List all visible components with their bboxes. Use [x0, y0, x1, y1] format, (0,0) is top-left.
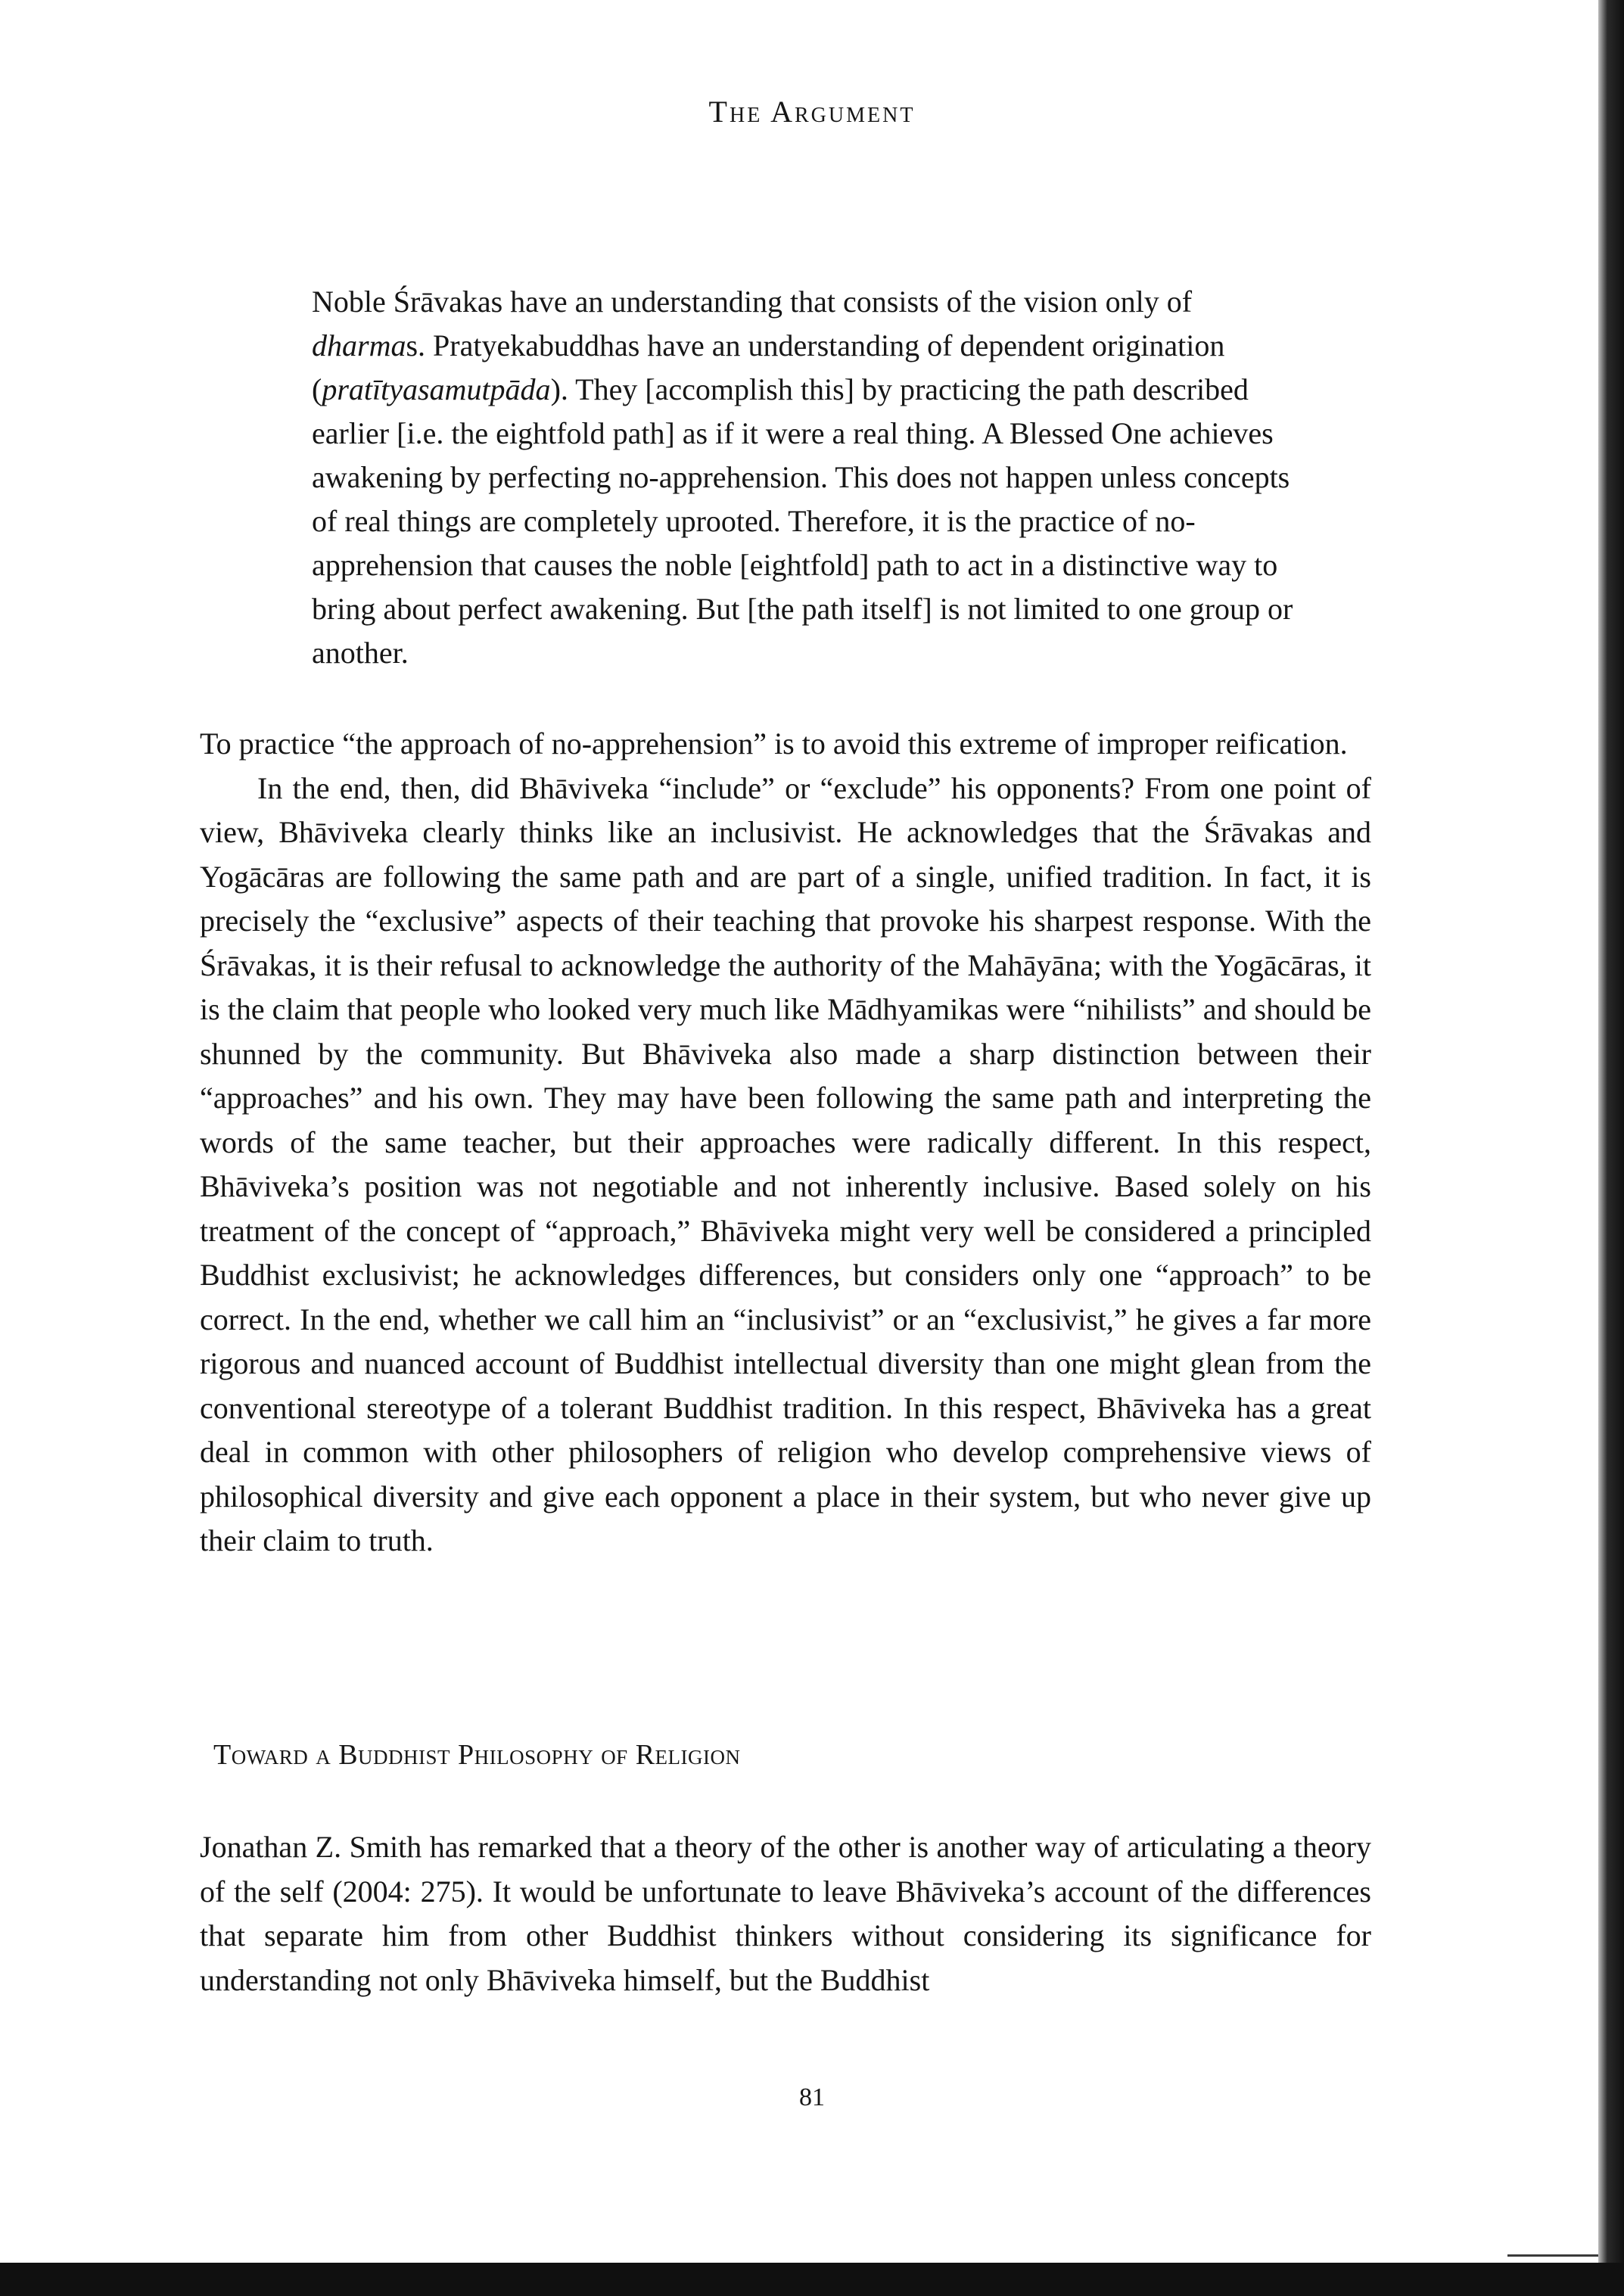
section-paragraph: Jonathan Z. Smith has remarked that a theory of the other is another way of articulating a theory of the self (2004: 275). It would be unfortunate to leave Bhāviveka’s account of the differences that separate him from other Buddhist thinkers without considering its significance for understanding not only Bhāviveka himself, but the Buddhist	[200, 1830, 1371, 1997]
quote-italic-dharma: dharma	[312, 328, 406, 362]
page-number: 81	[799, 2083, 825, 2111]
body-paragraph-1: To practice “the approach of no-apprehension” is to avoid this extreme of improper reification.	[200, 726, 1348, 761]
section-body-text	[200, 1825, 1371, 2002]
scan-edge-bottom	[0, 2263, 1624, 2296]
quote-text-2: s. Pratyekabuddhas have an understanding of dependent origination (	[312, 328, 1225, 406]
body-paragraph-2: In the end, then, did Bhāviveka “include” or “exclude” his opponents? From one point of view, Bhāviveka clearly thinks like an inclusivist. He acknowledges that the Śrāvakas and Yogācāras are following the same path and are part of a single, unified tradition. In fact, it is precisely the “exclusive” aspects of their teaching that provoke his sharpest response. With the Śrāvakas, it is their refusal to acknowledge the authority of the Mahāyāna; with the Yogācāras, it is the claim that people who looked very much like Mādhyamikas were “nihilists” and should be shunned by the community. But Bhāviveka also made a sharp distinction between their “approaches” and his own. They may have been following the same path and interpreting the words of the same teacher, but their approaches were radically different. In this respect, Bhāviveka’s position was not negotiable and not inherently inclusive. Based solely on his treatment of the concept of “approach,” Bhāviveka might very well be considered a principled Buddhist exclusivist; he acknowledges differences, but considers only one “approach” to be correct. In the end, whether we call him an “inclusivist” or an “exclusivist,” he gives a far more rigorous and nuanced account of Buddhist intellectual diversity than one might glean from the conventional stereotype of a tolerant Buddhist tradition. In this respect, Bhāviveka has a great deal in common with other philosophers of religion who develop comprehensive views of philosophical diversity and give each opponent a place in their system, but who never give up their claim to truth.	[200, 770, 1371, 1557]
running-head: The Argument	[708, 95, 916, 129]
body-text	[200, 722, 1371, 1563]
scan-edge-right	[1598, 0, 1624, 2263]
quote-italic-pratityasamutpada: pratītyasamutpāda	[322, 372, 551, 406]
block-quote-paragraph	[312, 280, 1296, 675]
quote-text-3: ). They [accomplish this] by practicing the path described earlier [i.e. the eightfold path] as if it were a real thing. A Blessed One achieves awakening by perfecting no-apprehension. This does not happen unless concepts of real things are completely uprooted. Therefore, it is the practice of no-apprehension that causes the noble [eightfold] path to act in a distinctive way to bring about perfect awakening. But [the path itself] is not limited to one group or another.	[312, 372, 1293, 670]
scan-edge-line	[1507, 2254, 1598, 2257]
section-heading: Toward a Buddhist Philosophy of Religion	[213, 1739, 741, 1771]
quote-text-1: Noble Śrāvakas have an understanding that consists of the vision only of	[312, 285, 1193, 319]
block-quote	[312, 280, 1296, 675]
